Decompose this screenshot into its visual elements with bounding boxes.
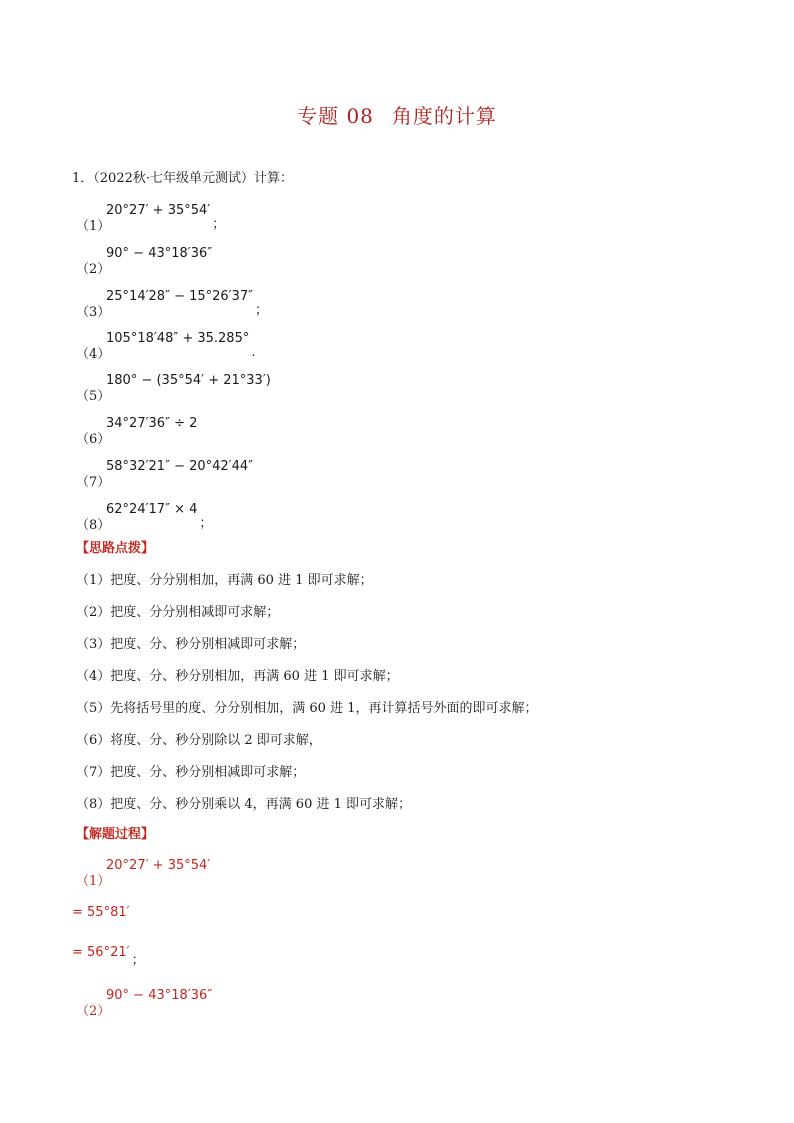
question-item-1 bbox=[76, 203, 225, 234]
item-expression: 58°32′21″ − 20°42′44″ bbox=[106, 459, 254, 474]
question-item-2 bbox=[76, 246, 214, 277]
question-item-4 bbox=[76, 331, 256, 362]
item-number: （5） bbox=[76, 389, 111, 404]
question-item-7 bbox=[76, 459, 255, 490]
hint-line: （8）把度、分、秒分别乘以 4，再满 60 进 1 即可求解； bbox=[76, 797, 412, 812]
item-number: （7） bbox=[76, 475, 111, 490]
step-expression: = 55°81′ bbox=[72, 905, 130, 920]
step-number: （1） bbox=[76, 874, 111, 889]
item-expression: 25°14′28″ − 15°26′37″ bbox=[106, 289, 254, 304]
hint-line: （4）把度、分、秒分别相加，再满 60 进 1 即可求解； bbox=[76, 669, 399, 684]
hints-heading: 【思路点拨】 bbox=[76, 541, 155, 556]
solution-step-4 bbox=[76, 988, 212, 1019]
item-number: （1） bbox=[76, 219, 111, 234]
solution-heading: 【解题过程】 bbox=[76, 827, 155, 842]
question-item-6 bbox=[76, 416, 199, 447]
item-number: （3） bbox=[76, 305, 111, 320]
question-item-3 bbox=[76, 289, 268, 320]
item-expression: 34°27′36″ ÷ 2 bbox=[106, 416, 198, 431]
page-title bbox=[0, 100, 794, 129]
step-expression: 90° − 43°18′36″ bbox=[106, 988, 213, 1003]
solution-step-2 bbox=[72, 905, 130, 920]
step-expression: = 56°21′ bbox=[72, 945, 130, 960]
item-tail: . bbox=[251, 345, 256, 360]
question-item-8 bbox=[76, 502, 212, 533]
item-expression: 90° − 43°18′36″ bbox=[106, 246, 213, 261]
hint-line: （2）把度、分分别相减即可求解； bbox=[76, 605, 280, 620]
item-number: （2） bbox=[76, 262, 111, 277]
question-stem: 1．（2022秋·七年级单元测试）计算： bbox=[72, 171, 293, 186]
item-expression: 20°27′ + 35°54′ bbox=[106, 203, 211, 218]
solution-step-3 bbox=[72, 945, 145, 968]
title-prefix: 专题 08 bbox=[297, 104, 374, 128]
hint-line: （7）把度、分、秒分别相减即可求解； bbox=[76, 765, 306, 780]
item-number: （4） bbox=[76, 347, 111, 362]
item-tail: ； bbox=[212, 217, 226, 232]
title-main: 角度的计算 bbox=[391, 104, 497, 128]
hint-line: （6）将度、分、秒分别除以 2 即可求解， bbox=[76, 733, 322, 748]
hint-line: （1）把度、分分别相加，再满 60 进 1 即可求解； bbox=[76, 573, 373, 588]
solution-step-1 bbox=[76, 858, 210, 889]
item-number: （6） bbox=[76, 432, 111, 447]
step-expression: 20°27′ + 35°54′ bbox=[106, 858, 211, 873]
step-tail: ； bbox=[131, 953, 145, 968]
item-expression: 62°24′17″ × 4 bbox=[106, 502, 198, 517]
hint-line: （5）先将括号里的度、分分别相加，满 60 进 1，再计算括号外面的即可求解； bbox=[76, 701, 538, 716]
item-number: （8） bbox=[76, 518, 111, 533]
question-item-5 bbox=[76, 373, 273, 404]
item-expression: 105°18′48″ + 35.285° bbox=[106, 331, 250, 346]
step-number: （2） bbox=[76, 1004, 111, 1019]
item-tail: ； bbox=[255, 303, 269, 318]
item-tail: ； bbox=[199, 516, 213, 531]
item-expression: 180° − (35°54′ + 21°33′) bbox=[106, 373, 271, 388]
hint-line: （3）把度、分、秒分别相减即可求解； bbox=[76, 637, 306, 652]
